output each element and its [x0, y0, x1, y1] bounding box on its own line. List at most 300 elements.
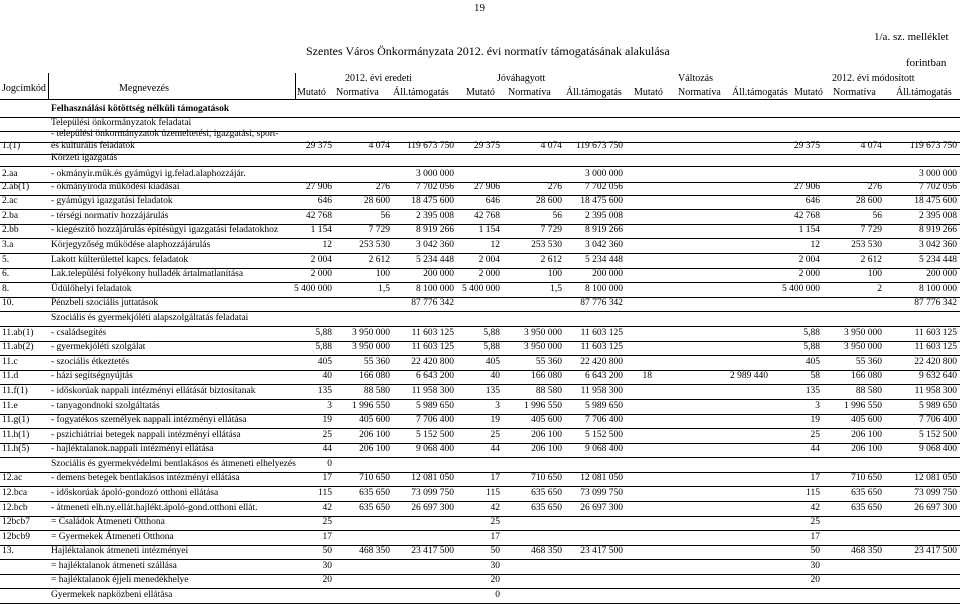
row-value: 11 603 125	[411, 328, 454, 338]
row-value: 29 375	[473, 141, 500, 151]
row-value: 5,88	[803, 328, 820, 338]
table-row	[0, 372, 960, 384]
row-value: 17	[810, 473, 820, 483]
row-value: 100	[547, 269, 562, 279]
table-row	[0, 416, 960, 428]
row-value: 18 475 600	[580, 196, 623, 206]
row-value: 5 400 000	[462, 284, 500, 294]
row-value: 8 100 000	[585, 284, 623, 294]
row-value: 5,88	[803, 342, 820, 352]
row-value: 646	[805, 196, 820, 206]
row-name: Körjegyzőség működése alaphozzájárulás	[51, 240, 211, 250]
row-value: 50	[810, 546, 820, 556]
row-rule	[0, 166, 960, 167]
row-name: - időskorúak ápoló-gondozó otthoni ellátása	[51, 488, 219, 498]
row-value: 135	[485, 386, 500, 396]
row-value: 710 650	[531, 473, 562, 483]
table-row	[0, 241, 960, 253]
row-value: 12	[322, 240, 332, 250]
row-code: 5.	[2, 255, 10, 265]
row-value: 25	[490, 430, 500, 440]
row-name: Gyermekek napközbeni ellátása	[51, 590, 173, 600]
row-code: 1.(1)	[2, 141, 21, 151]
row-rule	[0, 399, 960, 400]
row-name: = Gyermekek Átmeneti Otthona	[51, 532, 174, 542]
row-value: 88 580	[535, 386, 562, 396]
row-value: 25	[810, 517, 820, 527]
row-value: 1 154	[310, 225, 332, 235]
header-sub-modified-normative: Normatíva	[833, 87, 876, 98]
row-code: 2.aa	[2, 169, 18, 179]
row-code: 11.f(1)	[2, 386, 28, 396]
table-row	[0, 197, 960, 209]
table-row	[0, 533, 960, 545]
row-value: 0	[495, 590, 500, 600]
row-value: 468 350	[851, 546, 882, 556]
row-value: 5 989 650	[416, 401, 454, 411]
row-value: 9 068 400	[585, 444, 623, 454]
row-rule	[0, 384, 960, 385]
row-value: 40	[490, 371, 500, 381]
row-value: 55 360	[855, 357, 882, 367]
row-name: - okmányir.műk.és gyámügyi ig.felad.alaphozzájár.	[51, 169, 246, 179]
header-sub-original-indicator: Mutató	[297, 87, 326, 98]
row-value: 405 600	[851, 415, 882, 425]
row-value: 4 074	[540, 141, 562, 151]
row-code: 3.a	[2, 240, 14, 250]
row-value: 405 600	[359, 415, 390, 425]
table-row	[0, 562, 960, 574]
row-value: 73 099 750	[580, 488, 623, 498]
row-value: 6 643 200	[416, 371, 454, 381]
row-code: 2.bb	[2, 225, 19, 235]
row-value: 7 702 056	[919, 182, 957, 192]
row-value: 27 906	[305, 182, 332, 192]
header-sub-original-support: Áll.támogatás	[393, 87, 449, 98]
row-name: - átmeneti elh.ny.ellát.hajlékt.ápoló-gond.otthoni ellát.	[51, 503, 258, 513]
row-value: 1 154	[798, 225, 820, 235]
row-value: 4 074	[368, 141, 390, 151]
row-code: 11.g(1)	[2, 415, 30, 425]
row-value: 635 650	[851, 503, 882, 513]
row-value: 7 702 056	[416, 182, 454, 192]
row-value: 42	[322, 503, 332, 513]
row-value: 20	[322, 575, 332, 585]
column-separator	[48, 73, 49, 99]
row-value: 12 081 050	[914, 473, 957, 483]
row-value: 7 706 400	[585, 415, 623, 425]
row-value: 135	[805, 386, 820, 396]
row-value: 166 080	[851, 371, 882, 381]
row-name: - kiegészítő hozzájárulás építésügyi igazgatási feladatokhoz	[51, 225, 279, 235]
row-value: 2 612	[860, 255, 882, 265]
row-value: 30	[490, 561, 500, 571]
row-value: 22 420 800	[914, 357, 957, 367]
row-value: 73 099 750	[411, 488, 454, 498]
row-value: 87 776 342	[914, 298, 957, 308]
header-sub-change-normative: Normatíva	[678, 87, 721, 98]
row-value: 17	[810, 532, 820, 542]
row-name: - tanyagondnoki szolgáltatás	[51, 401, 160, 411]
row-value: 206 100	[851, 430, 882, 440]
row-code: 12bcb9	[2, 532, 30, 542]
row-value: 253 530	[359, 240, 390, 250]
row-value: 5 152 500	[416, 430, 454, 440]
row-value: 5,88	[315, 342, 332, 352]
row-value: 56	[552, 211, 562, 221]
row-value: 5 152 500	[919, 430, 957, 440]
row-value: 25	[810, 430, 820, 440]
row-name: - demens betegek bentlakásos intézményi ellátása	[51, 473, 240, 483]
row-code: 12.bca	[2, 488, 28, 498]
row-code: 12.bcb	[2, 503, 28, 513]
row-name: - pszichiátriai betegek nappali intézményi ellátása	[51, 430, 241, 440]
row-value: 8 919 266	[919, 225, 957, 235]
row-name: - családsegítés	[51, 328, 107, 338]
page-title: Szentes Város Önkormányzata 2012. évi normatív támogatásának alakulása	[306, 44, 670, 58]
row-value: 200 000	[423, 269, 454, 279]
column-separator	[295, 73, 296, 99]
row-name: - időskorúak nappali intézményi ellátását biztosítanak	[51, 386, 256, 396]
row-value: 119 673 750	[406, 141, 454, 151]
row-value: 17	[322, 473, 332, 483]
row-value: 253 530	[851, 240, 882, 250]
row-value: 28 600	[363, 196, 390, 206]
row-value: 1,5	[378, 284, 390, 294]
table-row	[0, 474, 960, 486]
row-value: 20	[810, 575, 820, 585]
row-value: 5 400 000	[294, 284, 332, 294]
row-rule	[0, 486, 960, 487]
row-value: 3 950 000	[524, 342, 562, 352]
row-value: 2 000	[478, 269, 500, 279]
row-value: 206 100	[359, 444, 390, 454]
table-row	[0, 445, 960, 457]
row-value: 3 000 000	[416, 169, 454, 179]
row-rule	[0, 326, 960, 327]
row-value: 42	[490, 503, 500, 513]
table-row	[0, 170, 960, 182]
row-value: 7 729	[540, 225, 562, 235]
table-row	[0, 576, 960, 588]
row-value: 206 100	[531, 444, 562, 454]
row-value: 11 603 125	[580, 342, 623, 352]
row-rule	[0, 311, 960, 312]
row-value: 22 420 800	[411, 357, 454, 367]
table-row	[0, 212, 960, 224]
row-rule	[0, 209, 960, 210]
row-value: 2 989 440	[730, 371, 768, 381]
row-value: 7 706 400	[416, 415, 454, 425]
row-value: 9 068 400	[416, 444, 454, 454]
row-value: 17	[490, 532, 500, 542]
row-value: 40	[322, 371, 332, 381]
row-value: 1,5	[550, 284, 562, 294]
table-row	[0, 489, 960, 501]
row-value: 100	[867, 269, 882, 279]
row-rule	[0, 253, 960, 254]
row-value: 88 580	[363, 386, 390, 396]
row-value: 3 042 360	[416, 240, 454, 250]
row-value: 5 152 500	[585, 430, 623, 440]
row-value: 23 417 500	[914, 546, 957, 556]
row-value: 3 042 360	[919, 240, 957, 250]
row-rule	[0, 559, 960, 560]
table-row	[0, 105, 960, 117]
row-code: 11.h(5)	[2, 444, 30, 454]
row-value: 18 475 600	[411, 196, 454, 206]
row-value: 710 650	[359, 473, 390, 483]
table-row	[0, 226, 960, 238]
row-value: 2 000	[310, 269, 332, 279]
row-value: 5,88	[483, 328, 500, 338]
row-value: 635 650	[531, 488, 562, 498]
row-name: - házi segítségnyújtás	[51, 371, 133, 381]
row-value: 3	[327, 401, 332, 411]
row-value: 18	[642, 371, 652, 381]
row-value: 87 776 342	[411, 298, 454, 308]
row-value: 17	[490, 473, 500, 483]
row-value: 8 919 266	[585, 225, 623, 235]
row-value: 73 099 750	[914, 488, 957, 498]
row-value: 135	[317, 386, 332, 396]
row-value: 12 081 050	[411, 473, 454, 483]
row-name: Települési önkormányzatok feladatai	[51, 118, 192, 128]
row-value: 4 074	[860, 141, 882, 151]
header-name: Megnevezés	[119, 83, 169, 94]
row-value: 50	[490, 546, 500, 556]
row-value: 44	[810, 444, 820, 454]
row-value: 28 600	[535, 196, 562, 206]
row-value: 3 950 000	[844, 342, 882, 352]
row-name: - települési önkormányzatok üzemeltetési, igazgatási, sport-	[51, 129, 279, 139]
header-sub-original-normative: Normatíva	[336, 87, 379, 98]
row-value: 2 612	[368, 255, 390, 265]
row-value: 29 375	[793, 141, 820, 151]
row-value: 635 650	[359, 488, 390, 498]
row-name: Üdülőhelyi feladatok	[51, 284, 132, 294]
table-row	[0, 285, 960, 297]
row-value: 2 004	[798, 255, 820, 265]
table-row	[0, 387, 960, 399]
row-value: 200 000	[592, 269, 623, 279]
row-value: 3 950 000	[352, 342, 390, 352]
row-value: 276	[547, 182, 562, 192]
row-value: 26 697 300	[914, 503, 957, 513]
row-code: 2.ac	[2, 196, 18, 206]
allocation-table	[0, 73, 960, 602]
row-value: 2 612	[540, 255, 562, 265]
row-value: 3 950 000	[352, 328, 390, 338]
row-code: 11.ab(1)	[2, 328, 34, 338]
table-row	[0, 547, 960, 559]
unit-label: forintban	[906, 57, 947, 69]
row-value: 1 154	[478, 225, 500, 235]
row-value: 25	[322, 517, 332, 527]
row-value: 42 768	[473, 211, 500, 221]
row-value: 468 350	[531, 546, 562, 556]
row-value: 12	[490, 240, 500, 250]
table-row	[0, 518, 960, 530]
header-sub-approved-indicator: Mutató	[466, 87, 495, 98]
table-row	[0, 460, 960, 472]
row-value: 6 643 200	[585, 371, 623, 381]
table-row	[0, 270, 960, 282]
row-value: 3 950 000	[844, 328, 882, 338]
row-value: 42	[810, 503, 820, 513]
row-value: 276	[375, 182, 390, 192]
table-row	[0, 402, 960, 414]
row-name: - gyermekjóléti szolgálat	[51, 342, 146, 352]
row-code: 11.ab(2)	[2, 342, 34, 352]
row-value: 5,88	[315, 328, 332, 338]
row-value: 2 395 008	[585, 211, 623, 221]
row-value: 405	[317, 357, 332, 367]
row-value: 7 706 400	[919, 415, 957, 425]
row-value: 30	[322, 561, 332, 571]
table-row	[0, 154, 960, 166]
row-code: 12bcb7	[2, 517, 30, 527]
row-name: - fogyatékos személyek nappali intézményi ellátása	[51, 415, 247, 425]
table-row	[0, 314, 960, 326]
header-code: Jogcímkód	[2, 83, 46, 94]
row-value: 22 420 800	[580, 357, 623, 367]
row-value: 8 100 000	[416, 284, 454, 294]
row-value: 55 360	[535, 357, 562, 367]
header-group-modified: 2012. évi módosított	[832, 73, 915, 84]
row-value: 58	[810, 371, 820, 381]
row-value: 206 100	[851, 444, 882, 454]
row-value: 42 768	[793, 211, 820, 221]
table-row	[0, 183, 960, 195]
header-group-original: 2012. évi eredeti	[345, 73, 412, 84]
table-row	[0, 142, 960, 154]
row-value: 2 000	[798, 269, 820, 279]
row-value: 5,88	[483, 342, 500, 352]
table-row	[0, 343, 960, 355]
row-value: 7 702 056	[585, 182, 623, 192]
row-value: 5 989 650	[919, 401, 957, 411]
row-value: 42 768	[305, 211, 332, 221]
row-code: 2.ab(1)	[2, 182, 30, 192]
row-value: 27 906	[473, 182, 500, 192]
row-value: 87 776 342	[580, 298, 623, 308]
row-value: 11 603 125	[914, 328, 957, 338]
row-value: 3 000 000	[919, 169, 957, 179]
row-value: 3 000 000	[585, 169, 623, 179]
row-rule	[0, 355, 960, 356]
row-value: 44	[322, 444, 332, 454]
row-name: Körzeti igazgatás	[51, 153, 118, 163]
header-sub-approved-normative: Normatíva	[508, 87, 551, 98]
row-value: 5 989 650	[585, 401, 623, 411]
header-sub-change-support: Áll.támogatás	[732, 87, 788, 98]
row-value: 30	[810, 561, 820, 571]
row-rule	[0, 428, 960, 429]
table-row	[0, 256, 960, 268]
row-value: 119 673 750	[909, 141, 957, 151]
row-name: - gyámügyi igazgatási feladatok	[51, 196, 173, 206]
table-row	[0, 504, 960, 516]
row-code: 8.	[2, 284, 10, 294]
row-name: - okmányiroda működési kiadásai	[51, 182, 180, 192]
row-name: = Családok Átmeneti Otthona	[51, 517, 165, 527]
row-value: 3	[495, 401, 500, 411]
row-value: 11 958 300	[914, 386, 957, 396]
row-value: 635 650	[531, 503, 562, 513]
table-row	[0, 329, 960, 341]
header-sub-modified-support: Áll.támogatás	[896, 87, 952, 98]
row-value: 119 673 750	[575, 141, 623, 151]
row-value: 12 081 050	[580, 473, 623, 483]
row-value: 1 996 550	[352, 401, 390, 411]
row-code: 10.	[2, 298, 14, 308]
row-value: 253 530	[531, 240, 562, 250]
row-value: 405 600	[531, 415, 562, 425]
row-value: 7 729	[368, 225, 390, 235]
row-value: 5 234 448	[585, 255, 623, 265]
row-value: 2 004	[478, 255, 500, 265]
row-value: 115	[806, 488, 820, 498]
row-value: 206 100	[359, 430, 390, 440]
row-rule	[0, 282, 960, 283]
row-value: 23 417 500	[411, 546, 454, 556]
row-code: 11.d	[2, 371, 19, 381]
row-value: 405	[485, 357, 500, 367]
row-value: 166 080	[359, 371, 390, 381]
row-value: 8 100 000	[919, 284, 957, 294]
row-value: 7 729	[860, 225, 882, 235]
row-value: 200 000	[926, 269, 957, 279]
row-value: 29 375	[305, 141, 332, 151]
row-value: 206 100	[531, 430, 562, 440]
row-value: 28 600	[855, 196, 882, 206]
row-value: 8 919 266	[416, 225, 454, 235]
row-value: 26 697 300	[411, 503, 454, 513]
row-value: 19	[810, 415, 820, 425]
row-name: = hajléktalanok éjjeli menedékhelye	[51, 575, 189, 585]
row-value: 50	[322, 546, 332, 556]
row-value: 3	[815, 401, 820, 411]
row-value: 44	[490, 444, 500, 454]
row-value: 11 603 125	[411, 342, 454, 352]
row-name: Pénzbeli szociális juttatások	[51, 298, 159, 308]
row-value: 3 042 360	[585, 240, 623, 250]
row-value: 405	[805, 357, 820, 367]
header-group-approved: Jóváhagyott	[497, 73, 546, 84]
table-row	[0, 591, 960, 603]
row-rule	[0, 588, 960, 589]
row-code: 6.	[2, 269, 10, 279]
row-value: 20	[490, 575, 500, 585]
row-value: 26 697 300	[580, 503, 623, 513]
header-sub-change-indicator: Mutató	[634, 87, 663, 98]
row-value: 646	[485, 196, 500, 206]
row-value: 115	[486, 488, 500, 498]
row-code: 2.ba	[2, 211, 19, 221]
row-rule	[0, 238, 960, 239]
row-name: Lak.települési folyékony hulladék ártalmatlanítása	[51, 269, 244, 279]
row-value: 23 417 500	[580, 546, 623, 556]
row-value: 27 906	[793, 182, 820, 192]
row-value: 2	[877, 284, 882, 294]
row-rule	[0, 501, 960, 502]
row-value: 635 650	[359, 503, 390, 513]
row-value: 18 475 600	[914, 196, 957, 206]
row-value: 5 400 000	[782, 284, 820, 294]
table-row	[0, 358, 960, 370]
row-value: 2 395 008	[416, 211, 454, 221]
